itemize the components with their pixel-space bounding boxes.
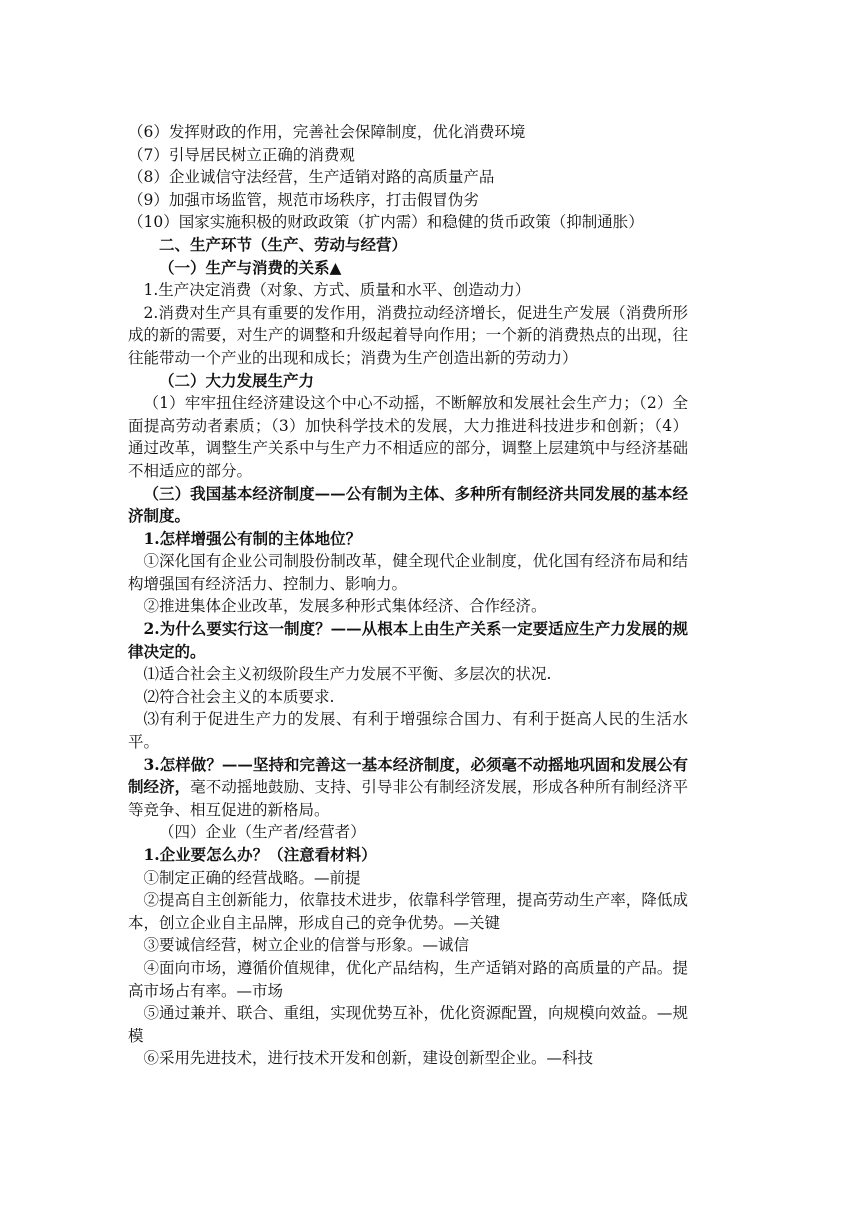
bold-lead: 3.怎样做？——坚持和完善这一基本经济制度，必须毫不动摇地巩固和发展公有制经济， bbox=[128, 754, 688, 797]
paragraph: 2.消费对生产具有重要的发作用，消费拉动经济增长，促进生产发展（消费所形成的新的需要，对生产的调整和升级起着导向作用；一个新的消费热点的出现，往往能带动一个产业的出现和成长；消费为生产创造出新的劳动力） bbox=[128, 303, 688, 367]
subsection-heading: （三）我国基本经济制度——公有制为主体、多种所有制经济共同发展的基本经济制度。 bbox=[128, 483, 688, 526]
paragraph: ②推进集体企业改革，发展多种形式集体经济、合作经济。 bbox=[143, 597, 547, 616]
paragraph: （7）引导居民树立正确的消费观 bbox=[128, 145, 355, 164]
paragraph-mixed bbox=[128, 754, 688, 822]
paragraph: ①制定正确的经营战略。—前提 bbox=[143, 868, 361, 887]
paragraph: ⑴适合社会主义初级阶段生产力发展不平衡、多层次的状况. bbox=[143, 665, 552, 684]
question-heading: 1.怎样增强公有制的主体地位？ bbox=[143, 528, 362, 548]
paragraph: ①深化国有企业公司制股份制改革，健全现代企业制度，优化国有经济布局和结构增强国有经济活力、控制力、影响力。 bbox=[128, 552, 688, 593]
question-heading: 2.为什么要实行这一制度？——从根本上由生产关系一定要适应生产力发展的规律决定的。 bbox=[128, 619, 688, 661]
paragraph: （6）发挥财政的作用，完善社会保障制度，优化消费环境 bbox=[128, 123, 526, 141]
paragraph: （8）企业诚信守法经营，生产适销对路的高质量产品 bbox=[128, 168, 495, 187]
section-heading: 二、生产环节（生产、劳动与经营） bbox=[159, 234, 408, 254]
paragraph: ⑤通过兼并、联合、重组，实现优势互补，优化资源配置，向规模向效益。—规模 bbox=[128, 1004, 688, 1045]
subsection-heading: （一）生产与消费的关系▲ bbox=[159, 257, 342, 277]
paragraph: ②提高自主创新能力，依靠技术进步，依靠科学管理，提高劳动生产率，降低成本，创立企业自主品牌，形成自己的竞争优势。—关键 bbox=[128, 891, 688, 932]
paragraph: ③要诚信经营，树立企业的信誉与形象。—诚信 bbox=[143, 936, 470, 955]
subsection-heading: （四）企业（生产者/经营者） bbox=[159, 823, 366, 842]
paragraph: ⑥采用先进技术，进行技术开发和创新，建设创新型企业。—科技 bbox=[143, 1049, 594, 1068]
paragraph: （1）牢牢扭住经济建设这个中心不动摇，不断解放和发展社会生产力；（2）全面提高劳动者素质；（3）加快科学技术的发展，大力推进科技进步和创新；（4）通过改革，调整生产关系中与生产力不相适应的部分，调整上层建筑中与经济基础不相适应的部分。 bbox=[128, 394, 688, 480]
document-body bbox=[128, 121, 688, 1070]
paragraph: （9）加强市场监管，规范市场秩序，打击假冒伪劣 bbox=[128, 190, 479, 209]
paragraph: 1.生产决定消费（对象、方式、质量和水平、创造动力） bbox=[143, 281, 531, 300]
paragraph: ⑶有利于促进生产力的发展、有利于增强综合国力、有利于挺高人民的生活水平。 bbox=[128, 710, 688, 752]
paragraph: ⑵符合社会主义的本质要求. bbox=[143, 687, 335, 706]
subsection-heading: （二）大力发展生产力 bbox=[159, 370, 315, 390]
paragraph: （10）国家实施积极的财政政策（扩内需）和稳健的货币政策（抑制通胀） bbox=[128, 213, 644, 232]
paragraph: ④面向市场，遵循价值规律，优化产品结构，生产适销对路的高质量的产品。提高市场占有率。—市场 bbox=[128, 958, 688, 1000]
normal-tail: 毫不动摇地鼓励、支持、引导非公有制经济发展，形成各种所有制经济平等竞争、相互促进的新格局。 bbox=[128, 778, 688, 819]
question-heading: 1.企业要怎么办？（注意看材料） bbox=[143, 845, 377, 864]
